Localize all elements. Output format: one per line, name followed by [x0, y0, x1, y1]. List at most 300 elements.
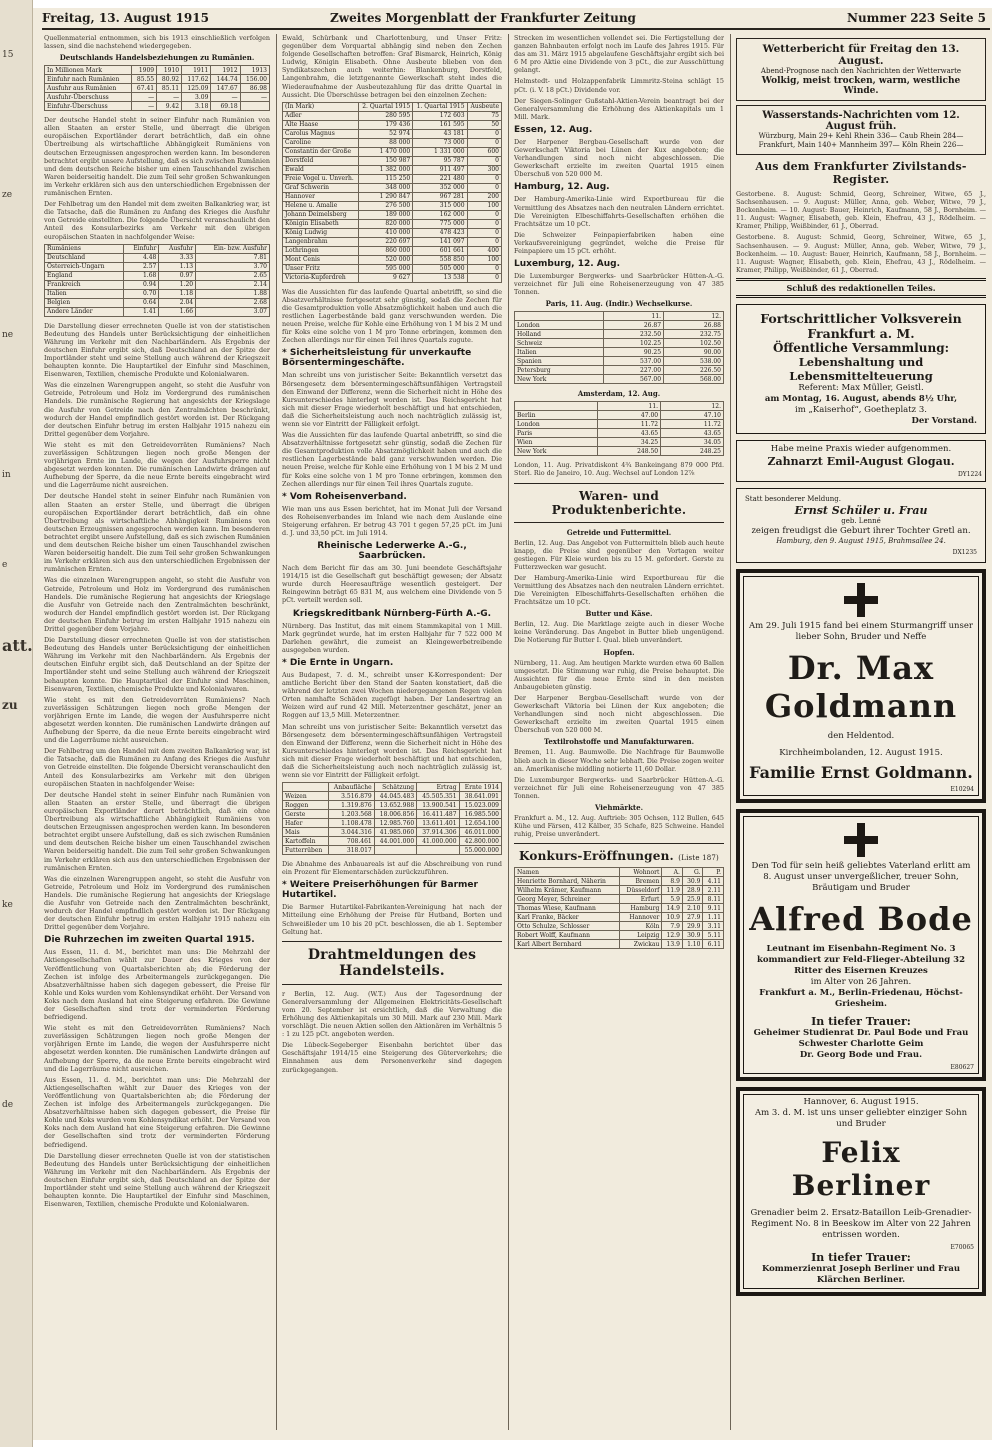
ad-place: im „Kaiserhof“, Goetheplatz 3.: [795, 404, 927, 415]
table-header: Ertrag: [417, 783, 459, 792]
iron-cross-icon: [844, 583, 878, 617]
table-cell: 6.11: [703, 940, 724, 949]
table-cell: 90.00: [664, 348, 724, 357]
table-cell: 52 974: [358, 129, 412, 138]
table-row: [283, 273, 502, 282]
table-cell: Bremen: [620, 877, 662, 886]
announcement-place: Hamburg, den 9. August 1915, Brahmsallee 24.: [776, 536, 946, 545]
table-row: [283, 156, 502, 165]
article-text: Nürnberg. Das Institut, das mit einem Stammkapital von 1 Mill. Mark gegründet wurde, hat im ersten Halbjahr für 7 522 000 M Darlehen gewährt, die zumeist an Kleingewerbetreibende ausgegeben wurden.: [282, 621, 502, 654]
ad-subtitle: Öffentliche Versammlung:: [772, 340, 950, 355]
article-text: Die Luxemburger Bergwerks- und Saarbrücker Hütten-A.-G. verzeichnet für Juli eine Roheisenerzeugung von 47 385 Tonnen.: [514, 775, 724, 800]
article-text: Frankfurt a. M., 12. Aug. Auftrieb: 305 Ochsen, 112 Bullen, 645 Kühe und Färsen, 412 Kälber, 35 Schafe, 825 Schweine. Handel ruhig, Preise unverändert.: [514, 813, 724, 839]
table-header: 1. Quartal 1915: [413, 102, 467, 111]
article-heading: * Die Ernte in Ungarn.: [282, 657, 394, 668]
table-cell: Wilhelm Krämer, Kaufmann: [515, 886, 620, 895]
table-row: [515, 940, 724, 949]
obituary-ref: E80627: [950, 1063, 974, 1071]
table-cell: 200: [467, 192, 501, 201]
article-text: Berlin, 12. Aug. Das Angebot von Futtermitteln blieb auch heute knapp, die Preise sind gegenüber den Vortagen weiter gestiegen. Für Kleie wurden bis zu 15 M. gefordert. Gerste zu Futterzwecken war gesucht.: [514, 538, 724, 571]
article-text: Was die einzelnen Warengruppen angeht, so steht die Ausfuhr von Getreide, Petroleum und Holz im Vordergrund des rumänischen Handels. Die rumänische Regierung hat angesichts der Kriegslage die Ausfuhr von Getreide nach den Zentralmächten beschränkt, wodurch der Handel empfindlich gestört worden ist. Der Rückgang der deutschen Einfuhr betrug im ersten Halbjahr 1915 nahezu ein Drittel gegenüber dem Vorjahre.: [44, 576, 270, 633]
article-text: Bremen, 11. Aug. Baumwolle. Die Nachfrage für Baumwolle blieb auch in dieser Woche sehr lebhaft. Die Preise zogen weiter an. Amerikanische middling notierte 11,60 Dollar.: [514, 748, 724, 773]
table-cell: 2.04: [159, 298, 196, 307]
trade-share-table: [44, 244, 270, 317]
table-cell: 1.10: [682, 940, 703, 949]
table-row: [283, 129, 502, 138]
obituary-name: Felix Berliner: [791, 1135, 931, 1202]
table-cell: 47.00: [598, 411, 661, 420]
table-cell: 2.68: [196, 298, 270, 307]
article-text: Der deutsche Handel steht in seiner Einfuhr nach Rumänien von allen Staaten an erster Stelle, und überragt die übrigen europäischen Exportländer derart beträchtlich, daß ein ohne Übertreibung als wirtschaftliche Abhängigkeit Rumäniens von deutschen Erzeugnissen angesprochen werden kann. Im besonderen betrachtet ergibt unsere Aufstellung, daß es sich zwischen Rumänien und dem deutschen Reiche bisher um einen Tauschhandel zwischen Waren beiderseitig handelt. Die zum Teil sehr großen Schwankungen im Verkehr erklären sich aus den unterschiedlichen Ergebnissen der rumänischen Ernten.: [44, 492, 270, 574]
table-cell: 44.001.000: [374, 837, 416, 846]
table-cell: 5.11: [703, 931, 724, 940]
table-cell: London: [515, 420, 598, 429]
article-text: Aus Essen, 11. d. M., berichtet man uns: Die Mehrzahl der Aktiengesellschaften wählt zur Dauer des Krieges von der Veröffentlichung von Quartalsberichten ab; die Förderung der Zechen ist infolge des Arbeitermangels zurückgegangen. Die Absatzverhältnisse haben sich dagegen gebessert, die Preise für Kohle und Koks wurden vom Kohlensyndikat erhöht. Der Versand von Koks nach dem Ausland hat eine Steigerung erfahren. Die Gewinne der Gesellschaften sind trotz der verminderten Förderung befriedigend.: [44, 1075, 270, 1149]
article-heading: Luxemburg, 12. Aug.: [514, 259, 621, 270]
edge-fragment: e: [2, 560, 8, 570]
article-text: Die Darstellung dieser errechneten Quelle ist von der statistischen Bedeutung des Handels unter Berücksichtigung der einheitlichen Währung im Verkehr mit den Nachbarländern. Als Ergebnis der deutschen Einfuhr ergibt sich, daß Deutschland an der Spitze der Importländer steht und seine Stellung auch während der Kriegszeit behaupten konnte. Die Hauptartikel der Einfuhr sind Maschinen, Eisenwaren, Textilien, chemische Produkte und Kolonialwaren.: [44, 321, 270, 379]
mines-table-body: [283, 111, 502, 282]
obituary-berliner: [736, 1087, 986, 1296]
article-text: Die Schweizer Feinpapierfabriken haben eine Verkaufsvereinigung gegründet, welche die Preise für Feinpapiere um 15 pCt. erhöht.: [514, 230, 724, 255]
table-cell: 14.9: [662, 904, 683, 913]
article-text: Der Hamburg-Amerika-Linie wird Exportbureau für die Vermittlung des Absatzes nach den neutralen Ländern errichtet. Die Vereinigten Elbeschiffahrts-Gesellschaften erhöhen die Frachtsätze um 10 pCt.: [514, 195, 724, 228]
table-row: [283, 120, 502, 129]
table-row: [283, 828, 502, 837]
article-text: Ewald, Schürbank und Charlottenburg, und Unser Fritz: gegenüber dem Vorquartal abhängig sind neben den Zechen folgende Gesellschaften betroffen: Graf Bismarck, Heinrich, König Ludwig, Königin Elisabeth. Ohne Ausbeute blieben von den Syndikatszechen auch weiterhin: Blankenburg, Dorstfeld, Langenbrahm, die letztgenannte Gewerkschaft steht indes die Wiederaufnahme der Ausbeutezahlung für das dritte Quartal in Aussicht. Die Überschüsse betragen bei den einzelnen Zechen:: [282, 34, 502, 99]
table-row: [515, 339, 724, 348]
table-row: [283, 228, 502, 237]
table-row: [515, 913, 724, 922]
table-cell: 0: [467, 237, 501, 246]
table-header: Ausfuhr: [159, 244, 196, 253]
table-row: [283, 837, 502, 846]
table-cell: 100: [467, 255, 501, 264]
table-cell: 34.05: [661, 438, 724, 447]
obituary-mourning: In tiefer Trauer:: [811, 1250, 911, 1264]
divider: [514, 843, 724, 844]
article-text: Die Lübeck-Segeberger Eisenbahn berichtet über das Geschäftsjahr 1914/15 eine Steigerung des Güterverkehrs; die Einnahmen aus dem Personenverkehr sind dagegen zurückgegangen.: [282, 1041, 502, 1074]
table-cell: 3.11: [703, 922, 724, 931]
table-cell: 13.652.988: [374, 801, 416, 810]
table-cell: 3.09: [182, 93, 211, 102]
table-cell: 400: [467, 246, 501, 255]
table-cell: 0: [467, 210, 501, 219]
table-header: 1913: [240, 66, 269, 75]
table-cell: 156.00: [240, 75, 269, 84]
table-cell: Georg Meyer, Schreiner: [515, 895, 620, 904]
harvest-table-body: [283, 792, 502, 855]
table-header: A.: [662, 868, 683, 877]
announcement-head: Statt besonderer Meldung.: [745, 494, 842, 503]
table-cell: 410 000: [358, 228, 412, 237]
table-header: Schätzung: [374, 783, 416, 792]
table-row: [283, 174, 502, 183]
table-cell: 75: [467, 111, 501, 120]
table-cell: Einfuhr nach Rumänien: [45, 75, 132, 84]
announcement-ref: DX1235: [952, 548, 977, 556]
article-text: Wie man uns aus Essen berichtet, hat im Monat Juli der Versand des Roheisenverbandes im Inland wie nach dem Auslande eine Steigerung erfahren. Er betrug 43 701 t gegen 57,25 pCt. im Juni d. J. und 33,50 pCt. im Juli 1914.: [282, 504, 502, 537]
table-cell: 5.9: [662, 895, 683, 904]
table-cell: 478 423: [413, 228, 467, 237]
table-cell: Caroline: [283, 138, 359, 147]
article-heading: Kriegskreditbank Nürnberg-Fürth A.-G.: [292, 608, 492, 619]
table-cell: 352 000: [413, 183, 467, 192]
table-cell: [240, 102, 269, 111]
table-cell: Wien: [515, 438, 598, 447]
article-text: Was die Aussichten für das laufende Quartal anbetrifft, so sind die Absatzverhältnisse fortgesetzt sehr günstig, sodaß die Zechen für die Gesamtproduktion volle Absatzmöglichkeit haben und auch die restlichen Lagerbestände bald ganz verschwunden werden. Die neuen Preise, welche für Kohle eine Erhöhung von 1 M bis 2 M und für Koks eine solche von 1 M pro Tonne erbringen, kommen den Zechen allerdings nur für einen Teil ihres Quartals zugute.: [282, 287, 502, 345]
obituary-text: Am 29. Juli 1915 fand bei einem Sturmangriff unser lieber Sohn, Bruder und Neffe: [749, 620, 973, 642]
table-cell: 50: [467, 120, 501, 129]
table-header: Anbaufläche: [328, 783, 374, 792]
table-cell: 2.14: [196, 280, 270, 289]
table-cell: 46.011.000: [459, 828, 501, 837]
table-cell: Einfuhr-Überschuss: [45, 102, 132, 111]
table-cell: Hannover: [283, 192, 359, 201]
table-header: Ernte 1914: [459, 783, 501, 792]
table-cell: Unser Fritz: [283, 264, 359, 273]
table-cell: 537.00: [604, 357, 664, 366]
edge-fragment: att.: [2, 636, 33, 655]
table-cell: New York: [515, 375, 604, 384]
table-cell: Petersburg: [515, 366, 604, 375]
table-cell: Gerste: [283, 810, 329, 819]
amsterdam-table: [514, 401, 724, 456]
table-cell: 568.00: [664, 375, 724, 384]
ad-date: am Montag, 16. August, abends 8½ Uhr,: [764, 393, 958, 404]
table-cell: Holland: [515, 330, 604, 339]
table-cell: 95 787: [413, 156, 467, 165]
article-heading: Essen, 12. Aug.: [514, 124, 593, 135]
table-cell: 16.411.487: [417, 810, 459, 819]
table-cell: Kartoffeln: [283, 837, 329, 846]
table-cell: 300: [467, 165, 501, 174]
table-cell: Weizen: [283, 792, 329, 801]
table-cell: Ausfuhr-Überschuss: [45, 93, 132, 102]
article-heading: Butter und Käse.: [585, 609, 653, 619]
obituary-name: Dr. Max Goldmann: [764, 648, 958, 725]
ad-text: Habe meine Praxis wieder aufgenommen.: [770, 443, 952, 454]
article-heading: Die Ruhrzechen im zweiten Quartal 1915.: [44, 935, 255, 946]
divider: [514, 522, 724, 523]
table-cell: 1.88: [196, 289, 270, 298]
obituary-family: Schwester Charlotte Geim: [798, 1038, 924, 1049]
article-heading: * Vom Roheisenverband.: [282, 491, 407, 502]
previous-page-edge: [0, 0, 33, 1447]
article-text: Helmstedt- und Holzappenfabrik Limmritz-Steina schlägt 15 pCt. (i. V. 18 pCt.) Dividende vor.: [514, 77, 724, 94]
obituary-ref: E10294: [950, 785, 974, 793]
weather-box: [736, 38, 986, 101]
table-header: In Millionen Mark: [45, 66, 132, 75]
table-cell: Karl Albert Bernhard: [515, 940, 620, 949]
table-row: [515, 348, 724, 357]
table-title: Paris, 11. Aug. (Indir.) Wechselkurse.: [545, 299, 693, 309]
table-cell: 172 603: [413, 111, 467, 120]
table-row: [515, 420, 724, 429]
trade-table: [44, 65, 270, 111]
table-row: [283, 255, 502, 264]
table-header: 2. Quartal 1915: [358, 102, 412, 111]
table-row: [45, 262, 270, 271]
table-cell: 8.11: [703, 895, 724, 904]
article-text: Die Luxemburger Bergwerks- und Saarbrücker Hütten-A.-G. verzeichnet für Juli eine Roheisenerzeugung von 47 385 Tonnen.: [514, 272, 724, 297]
column-1: [44, 34, 270, 1434]
table-row: [283, 165, 502, 174]
table-header: 1911: [182, 66, 211, 75]
table-cell: 280 595: [358, 111, 412, 120]
article-heading: * Weitere Preiserhöhungen für Barmer Hutartikel.: [282, 880, 478, 901]
table-cell: 860 000: [358, 246, 412, 255]
announcement-names: Ernst Schüler u. Frau: [794, 503, 928, 517]
table-cell: Mont Cenis: [283, 255, 359, 264]
table-cell: 567.00: [604, 375, 664, 384]
table-row: [515, 375, 724, 384]
table-cell: Thomas Wiese, Kaufmann: [515, 904, 620, 913]
table-header: G.: [682, 868, 703, 877]
table-cell: 558 850: [413, 255, 467, 264]
table-header: P.: [703, 868, 724, 877]
article-text: Was die einzelnen Warengruppen angeht, so steht die Ausfuhr von Getreide, Petroleum und Holz im Vordergrund des rumänischen Handels. Die rumänische Regierung hat angesichts der Kriegslage die Ausfuhr von Getreide nach den Zentralmächten beschränkt, wodurch der Handel empfindlich gestört worden ist. Der Rückgang der deutschen Einfuhr betrug im ersten Halbjahr 1915 nahezu ein Drittel gegenüber dem Vorjahre.: [44, 874, 270, 932]
water-level-row: Frankfurt, Main 140+ Mannheim 397— Köln Rhein 226—: [758, 141, 964, 149]
table-cell: 232.75: [664, 330, 724, 339]
table-cell: Robert Wolff, Kaufmann: [515, 931, 620, 940]
table-cell: Frankreich: [45, 280, 124, 289]
article-text: London, 11. Aug. Privatdiskont 4¾ Bankeingang 879 000 Pfd. Sterl. Rio de Janeiro, 10. Aug. Wechsel auf London 12⅞: [514, 461, 724, 478]
table-row: [283, 246, 502, 255]
table-row: [515, 931, 724, 940]
table-header: 12.: [661, 402, 724, 411]
table-row: [45, 307, 270, 316]
table-cell: 0: [467, 228, 501, 237]
register-text: Gestorbene. 8. August: Schmid, Georg, Schreiner, Witwe, 65 J., Sachsenhausen. — 9. August: Müller, Anna, geb. Weber, Witwe, 79 J., Bockenheim. — 10. August: Bauer, Heinrich, Kaufmann, 58 J., Bornheim. — 11. August: Wagner, Elisabeth, geb. Klein, Ehefrau, 43 J., Rödelheim. — Kramer, Philipp, Weißbinder, 61 J., Oberrad.: [736, 190, 986, 231]
table-cell: 0.64: [123, 298, 158, 307]
table-cell: 1.20: [159, 280, 196, 289]
article-text: Der deutsche Handel steht in seiner Einfuhr nach Rumänien von allen Staaten an erster Stelle, und überragt die übrigen europäischen Exportländer derart beträchtlich, daß ein ohne Übertreibung als wirtschaftliche Abhängigkeit Rumäniens von deutschen Erzeugnissen angesprochen werden kann. Im besonderen betrachtet ergibt unsere Aufstellung, daß es sich zwischen Rumänien und dem deutschen Reiche bisher um einen Tauschhandel zwischen Waren beiderseitig handelt. Die zum Teil sehr großen Schwankungen im Verkehr erklären sich aus den unterschiedlichen Ergebnissen der rumänischen Ernten.: [44, 116, 270, 198]
table-header: Ein- bzw. Ausfuhr: [196, 244, 270, 253]
table-row: [283, 264, 502, 273]
water-level-row: Würzburg, Main 29+ Kehl Rhein 336— Caub Rhein 284—: [758, 132, 964, 140]
table-cell: 12.985.760: [374, 819, 416, 828]
table-row: [515, 411, 724, 420]
table-header: 12.: [664, 312, 724, 321]
table-cell: 102.25: [604, 339, 664, 348]
edge-fragment: de: [2, 1100, 14, 1110]
table-cell: Spanien: [515, 357, 604, 366]
table-row: [283, 846, 502, 855]
obituary-family: Kommerzienrat Joseph Berliner und Frau Klärchen Berliner.: [761, 1263, 961, 1285]
table-cell: 708.461: [328, 837, 374, 846]
table-cell: 348 000: [358, 183, 412, 192]
table-cell: Paris: [515, 429, 598, 438]
article-text: r Berlin, 12. Aug. (W.T.) Aus der Tagesordnung der Generalversammlung der Allgemeinen Elektricitäts-Gesellschaft vom 20. September ist ersichtlich, daß die Verwaltung die Erhöhung des Aktienkapitals um 30 Mill. Mark auf 230 Mill. Mark vorschlägt. Die neuen Aktien sollen den Aktionären im Verhältnis 5 : 1 zu 125 pCt. angeboten werden.: [282, 989, 502, 1039]
table-cell: Hamburg: [620, 904, 662, 913]
table-row: [45, 280, 270, 289]
table-cell: Schweiz: [515, 339, 604, 348]
table-row: [45, 84, 270, 93]
table-cell: Adler: [283, 111, 359, 120]
obituary-goldmann: [736, 569, 986, 803]
table-cell: —: [211, 93, 240, 102]
table-header-row: [515, 402, 724, 411]
weather-subtitle: Abend-Prognose nach den Nachrichten der Wetterwarte: [760, 67, 962, 75]
table-cell: 2.57: [123, 262, 158, 271]
table-cell: 179 436: [358, 120, 412, 129]
article-text: Die Barmer Hutartikel-Fabrikanten-Vereinigung hat nach der Mitteilung eine Erhöhung der Preise für Hutband, Borten und Schweißleder um 10 bis 20 pCt. beschlossen, die ab 1. September Geltung hat.: [282, 903, 502, 936]
table-cell: Karl Franke, Bäcker: [515, 913, 620, 922]
article-text: Der Hamburg-Amerika-Linie wird Exportbureau für die Vermittlung des Absatzes nach den neutralen Ländern errichtet. Die Vereinigten Elbeschiffahrts-Gesellschaften erhöhen die Frachtsätze um 10 pCt.: [514, 573, 724, 607]
column-4: [736, 34, 986, 1434]
table-cell: Hannover: [620, 913, 662, 922]
obituary-rank: Grenadier beim 2. Ersatz-Bataillon Leib-Grenadier-Regiment No. 8 in Beeskow im Alter von 22 Jahren entrissen worden.: [750, 1207, 972, 1240]
column-2: [282, 34, 502, 1434]
table-cell: 100: [467, 201, 501, 210]
masthead: [42, 10, 990, 30]
table-cell: 85.55: [132, 75, 157, 84]
table-row: [283, 147, 502, 156]
table-header-row: [515, 312, 724, 321]
table-cell: 0: [467, 273, 501, 282]
table-cell: [374, 846, 416, 855]
table-cell: 1.41: [123, 307, 158, 316]
table-header: 1909: [132, 66, 157, 75]
table-cell: 9.42: [157, 102, 182, 111]
table-cell: König Ludwig: [283, 228, 359, 237]
table-row: [515, 357, 724, 366]
table-row: [515, 429, 724, 438]
table-cell: 1 470 000: [358, 147, 412, 156]
table-cell: 15.023.009: [459, 801, 501, 810]
table-row: [45, 271, 270, 280]
table-cell: 44.045.483: [374, 792, 416, 801]
ad-signature: Der Vorstand.: [911, 415, 977, 426]
table-cell: 520 000: [358, 255, 412, 264]
table-cell: 226.50: [664, 366, 724, 375]
ad-name: Zahnarzt Emil-August Glogau.: [767, 454, 955, 468]
table-cell: London: [515, 321, 604, 330]
table-header: Namen: [515, 868, 620, 877]
table-header: 11.: [604, 312, 664, 321]
table-cell: 26.87: [604, 321, 664, 330]
register-title: Aus dem Frankfurter Zivilstands-Register.: [755, 160, 967, 186]
table-cell: Italien: [515, 348, 604, 357]
table-header-row: [283, 102, 502, 111]
table-cell: 538.00: [664, 357, 724, 366]
article-text: Man schreibt uns von juristischer Seite: Bekanntlich versetzt das Börsengesetz dem börsentermingeschäftsunfähigen Vertragsteil den Einwand der Differenz, wenn die Sicherheit nicht in Höhe des Kursunterschiedes hinterlegt worden ist. Das Reichsgericht hat sich mit dieser Frage wiederholt beschäftigt und hat entschieden, daß die Sicherheitsleistung auch noch nachträglich zulässig ist, wenn sie vor Eintritt der Fälligkeit erfolgt.: [282, 371, 502, 428]
table-cell: 0: [467, 138, 501, 147]
table-cell: 67.41: [132, 84, 157, 93]
article-text: Was die einzelnen Warengruppen angeht, so steht die Ausfuhr von Getreide, Petroleum und Holz im Vordergrund des rumänischen Handels. Die rumänische Regierung hat angesichts der Kriegslage die Ausfuhr von Getreide nach den Zentralmächten beschränkt, wodurch der Handel empfindlich gestört worden ist. Der Rückgang der deutschen Einfuhr betrug im ersten Halbjahr 1915 nahezu ein Drittel gegenüber dem Vorjahre.: [44, 381, 270, 438]
table-cell: 150 987: [358, 156, 412, 165]
table-row: [283, 810, 502, 819]
announcement-text: zeigen freudigst die Geburt ihrer Tochter Gretl an.: [751, 525, 971, 536]
table-row: [45, 75, 270, 84]
ad-ref: DY1224: [957, 470, 982, 478]
table-cell: 601 661: [413, 246, 467, 255]
article-heading: Textilrohstoffe und Manufakturwaren.: [543, 737, 695, 747]
table-row: [45, 289, 270, 298]
table-cell: Victoria-Kupferdreh: [283, 273, 359, 282]
table-cell: 8.9: [662, 877, 683, 886]
masthead-issue: Nummer 223 Seite 5: [846, 11, 986, 25]
table-cell: Ewald: [283, 165, 359, 174]
table-cell: 0: [467, 174, 501, 183]
divider: [282, 984, 502, 985]
column-rule: [730, 34, 731, 1430]
table-row: [515, 886, 724, 895]
table-row: [283, 801, 502, 810]
article-text: Der deutsche Handel steht in seiner Einfuhr nach Rumänien von allen Staaten an erster Stelle, und überragt die übrigen europäischen Exportländer derart beträchtlich, daß ein ohne Übertreibung als wirtschaftliche Abhängigkeit Rumäniens von deutschen Erzeugnissen angesprochen werden kann. Im besonderen betrachtet ergibt unsere Aufstellung, daß es sich zwischen Rumänien und dem deutschen Reiche bisher um einen Tauschhandel zwischen Waren beiderseitig handelt. Die zum Teil sehr großen Schwankungen im Verkehr erklären sich aus den unterschiedlichen Ergebnissen der rumänischen Ernten.: [44, 790, 270, 872]
table-cell: 85.11: [157, 84, 182, 93]
table-cell: Constantin der Große: [283, 147, 359, 156]
table-cell: 220 697: [358, 237, 412, 246]
table-row: [515, 895, 724, 904]
table-cell: Köln: [620, 922, 662, 931]
table-cell: 600: [467, 147, 501, 156]
table-cell: 1 382 000: [358, 165, 412, 174]
table-cell: 4.48: [123, 253, 158, 262]
table-cell: 86.98: [240, 84, 269, 93]
table-row: [515, 447, 724, 456]
column-3: [514, 34, 724, 1434]
editorial-end-marker: Schluß des redaktionellen Teiles.: [736, 278, 986, 298]
table-cell: 0: [467, 183, 501, 192]
divider: [514, 483, 724, 484]
article-heading: Hamburg, 12. Aug.: [514, 182, 610, 193]
table-cell: 13 538: [413, 273, 467, 282]
table-cell: 47.10: [661, 411, 724, 420]
table-cell: 43 181: [413, 129, 467, 138]
column-rule: [276, 34, 277, 1430]
table-row: [515, 366, 724, 375]
article-heading: Rheinische Lederwerke A.-G., Saarbrücken.: [317, 541, 467, 562]
table-cell: —: [132, 93, 157, 102]
table-row: [515, 877, 724, 886]
table-cell: Erfurt: [620, 895, 662, 904]
table-cell: 25.9: [682, 895, 703, 904]
table-cell: 1.11: [703, 913, 724, 922]
table-cell: 911 497: [413, 165, 467, 174]
table-cell: 26.88: [664, 321, 724, 330]
table-cell: 9.11: [703, 904, 724, 913]
article-text: Aus Essen, 11. d. M., berichtet man uns: Die Mehrzahl der Aktiengesellschaften wählt zur Dauer des Krieges von der Veröffentlichung von Quartalsberichten ab; die Förderung der Zechen ist infolge des Arbeitermangels zurückgegangen. Die Absatzverhältnisse haben sich dagegen gebessert, die Preise für Kohle und Koks wurden vom Kohlensyndikat erhöht. Der Versand von Koks nach dem Ausland hat eine Steigerung erfahren. Die Gewinne der Gesellschaften sind trotz der verminderten Förderung befriedigend.: [44, 948, 270, 1022]
article-text: Wie steht es mit den Getreidevorräten Rumäniens? Nach zuverlässigen Schätzungen liegen noch große Mengen der vorjährigen Ernte im Lande, die wegen der Ausfuhrsperre nicht abgesetzt werden konnten. Die rumänischen Landwirte drängen auf Aufhebung der Sperre, da die neue Ernte bereits eingebracht wird und die Lagerräume nicht ausreichen.: [44, 440, 270, 490]
table-row: [283, 219, 502, 228]
dentist-ad: [736, 440, 986, 482]
table-cell: 0: [467, 264, 501, 273]
table-cell: 0.94: [123, 280, 158, 289]
table-cell: 88 000: [358, 138, 412, 147]
table-cell: 90.25: [604, 348, 664, 357]
table-row: [283, 819, 502, 828]
table-cell: Roggen: [283, 801, 329, 810]
article-text: Was die Aussichten für das laufende Quartal anbetrifft, so sind die Absatzverhältnisse fortgesetzt sehr günstig, sodaß die Zechen für die Gesamtproduktion volle Absatzmöglichkeit haben und auch die restlichen Lagerbestände bald ganz verschwunden werden. Die neuen Preise, welche für Kohle eine Erhöhung von 1 M bis 2 M und für Koks eine solche von 1 M pro Tonne erbringen, kommen den Zechen allerdings nur für einen Teil ihres Quartals zugute.: [282, 431, 502, 488]
section-heading: Drahtmeldungen des Handelsteils.: [307, 946, 477, 979]
article-text: Die Abnahme des Anbauareals ist auf die Abschreibung von rund ein Prozent für Elementarschäden zurückzuführen.: [282, 860, 502, 877]
table-cell: Düsseldorf: [620, 886, 662, 895]
table-cell: 0: [467, 129, 501, 138]
table-cell: —: [157, 93, 182, 102]
table-cell: 3.18: [182, 102, 211, 111]
table-cell: 45.505.351: [417, 792, 459, 801]
article-text: Der Harpener Bergbau-Gesellschaft wurde von der Gewerkschaft Viktoria bei Lünen der Kux angeboten; die Verhandlungen sind noch nicht abgeschlossen. Die Gewerkschaft erzielte im zweiten Quartal 1915 einen Überschuß von 520 000 M.: [514, 137, 724, 179]
table-cell: 1 331 000: [413, 147, 467, 156]
table-cell: 37.914.306: [417, 828, 459, 837]
table-header: [515, 402, 598, 411]
birth-announcement: [736, 488, 986, 563]
table-cell: 69.18: [211, 102, 240, 111]
table-cell: Deutschland: [45, 253, 124, 262]
article-text: Aus Budapest, 7. d. M., schreibt unser K-Korrespondent: Der amtliche Bericht über den Stand der Saaten konstatiert, daß die während der letzten zwei Wochen niedergegangenen Regen vielen Orten namhafte Schäden zugefügt haben. Der Landesertrag an Weizen wird auf rund 42 Mill. Meterzentner geschätzt, jener an Roggen auf 13,5 Mill. Meterzentner.: [282, 670, 502, 720]
